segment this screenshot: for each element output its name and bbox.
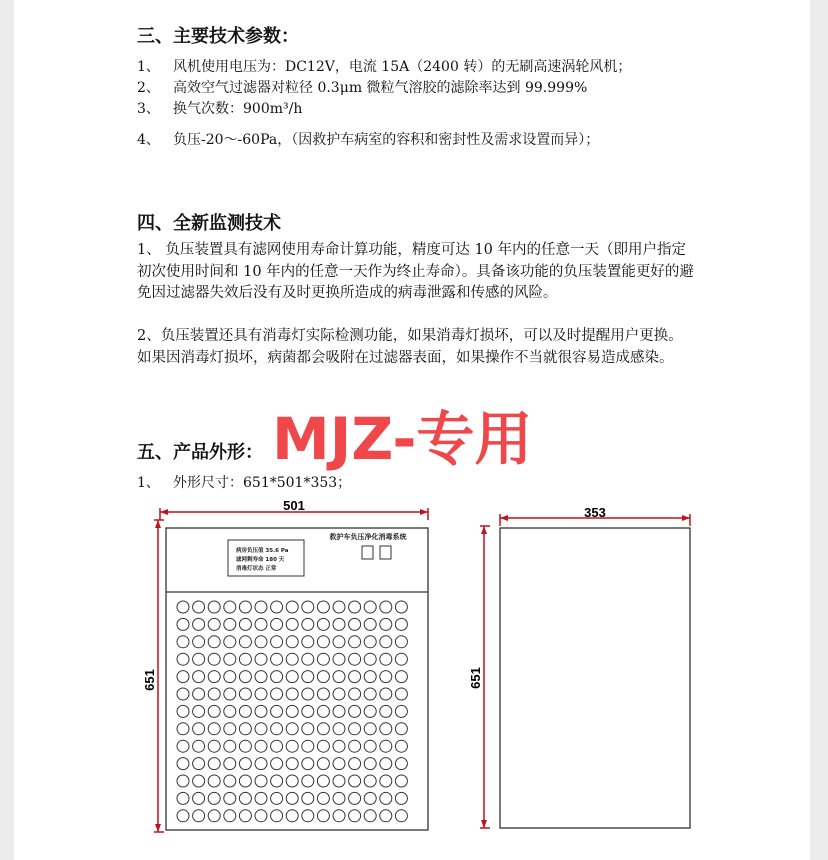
vent-hole [302, 740, 314, 752]
vent-hole [224, 618, 236, 630]
vent-hole [193, 653, 205, 665]
vent-hole [239, 723, 251, 735]
display-line-3: 消毒灯状态 正常 [236, 566, 277, 572]
vent-hole [333, 688, 345, 700]
vent-hole [302, 758, 314, 770]
vent-hole [286, 758, 298, 770]
vent-hole [271, 688, 283, 700]
vent-hole [333, 636, 345, 648]
vent-hole [286, 601, 298, 613]
vent-hole [317, 723, 329, 735]
vent-hole [395, 758, 407, 770]
vent-hole [333, 601, 345, 613]
vent-hole [224, 758, 236, 770]
section4-paragraph-2: 2、负压装置还具有消毒灯实际检测功能，如果消毒灯损坏，可以及时提醒用户更换。如果因消毒灯损坏，病菌都会吸附在过滤器表面，如果操作不当就很容易造成感染。 [137, 328, 683, 366]
vent-hole [177, 601, 189, 613]
vent-hole [395, 775, 407, 787]
vent-hole [302, 775, 314, 787]
vent-hole [255, 740, 267, 752]
vent-hole [255, 758, 267, 770]
item-number: 4、 [137, 132, 160, 148]
vent-hole [380, 601, 392, 613]
vent-hole [224, 810, 236, 822]
vent-hole [271, 601, 283, 613]
vent-hole [193, 618, 205, 630]
vent-hole [395, 688, 407, 700]
vent-hole [255, 653, 267, 665]
vent-hole [349, 758, 361, 770]
vent-hole [349, 618, 361, 630]
vent-hole [224, 601, 236, 613]
vent-hole [349, 740, 361, 752]
vent-hole [286, 705, 298, 717]
vent-hole [193, 740, 205, 752]
vent-hole [395, 601, 407, 613]
vent-hole [317, 636, 329, 648]
vent-hole [177, 653, 189, 665]
vent-hole [193, 601, 205, 613]
vent-hole [255, 705, 267, 717]
vent-hole [380, 775, 392, 787]
vent-hole [208, 758, 220, 770]
vent-hole [271, 653, 283, 665]
vent-hole [239, 636, 251, 648]
vent-hole [177, 758, 189, 770]
side-depth-label: 353 [584, 505, 606, 520]
vent-hole [239, 810, 251, 822]
vent-hole [208, 671, 220, 683]
vent-hole [177, 618, 189, 630]
vent-hole [286, 618, 298, 630]
vent-hole [364, 601, 376, 613]
vent-hole [349, 705, 361, 717]
vent-hole [239, 601, 251, 613]
vent-hole [255, 601, 267, 613]
vent-hole [177, 740, 189, 752]
vent-hole [286, 723, 298, 735]
vent-hole [302, 723, 314, 735]
display-line-2: 滤网剩寿命 180 天 [236, 557, 285, 563]
display-line-1: 病房负压值 35.6 Pa [236, 548, 289, 554]
vent-hole [380, 688, 392, 700]
vent-hole [255, 618, 267, 630]
vent-hole [177, 792, 189, 804]
vent-hole [364, 758, 376, 770]
vent-hole [317, 618, 329, 630]
vent-hole [395, 740, 407, 752]
vent-hole [239, 758, 251, 770]
vent-hole [193, 705, 205, 717]
vent-hole [224, 723, 236, 735]
vent-hole [364, 810, 376, 822]
vent-hole [349, 723, 361, 735]
vent-hole [333, 671, 345, 683]
vent-hole [349, 636, 361, 648]
vent-hole [224, 671, 236, 683]
vent-hole [333, 705, 345, 717]
vent-hole [380, 758, 392, 770]
vent-hole [395, 618, 407, 630]
vent-hole [333, 758, 345, 770]
vent-hole [302, 601, 314, 613]
vent-hole [239, 671, 251, 683]
vent-hole [380, 792, 392, 804]
vent-hole [380, 740, 392, 752]
vent-hole [302, 810, 314, 822]
vent-hole [333, 740, 345, 752]
vent-hole [177, 775, 189, 787]
vent-hole [271, 758, 283, 770]
section4-heading: 四、全新监测技术 [137, 213, 281, 234]
vent-hole [193, 810, 205, 822]
vent-hole [239, 792, 251, 804]
vent-hole [286, 792, 298, 804]
vent-hole [286, 775, 298, 787]
vent-hole [364, 723, 376, 735]
front-height-label: 651 [142, 669, 157, 691]
front-width-label: 501 [283, 498, 305, 513]
vent-hole [380, 723, 392, 735]
vent-hole [255, 636, 267, 648]
vent-hole [224, 705, 236, 717]
vent-hole [224, 740, 236, 752]
vent-hole [380, 671, 392, 683]
item-number: 3、 [137, 101, 160, 117]
vent-hole [239, 740, 251, 752]
vent-hole [224, 775, 236, 787]
vent-hole [286, 636, 298, 648]
vent-hole [208, 810, 220, 822]
vent-hole [395, 810, 407, 822]
vent-hole [380, 636, 392, 648]
vent-hole [302, 792, 314, 804]
vent-hole [333, 653, 345, 665]
vent-hole [364, 792, 376, 804]
vent-hole [333, 792, 345, 804]
vent-hole [193, 775, 205, 787]
vent-hole [286, 653, 298, 665]
vent-hole [271, 775, 283, 787]
vent-hole [193, 723, 205, 735]
section5-heading: 五、产品外形： [137, 442, 263, 463]
vent-hole [193, 688, 205, 700]
vent-hole [286, 688, 298, 700]
vent-hole [317, 705, 329, 717]
vent-hole [364, 705, 376, 717]
vent-hole [302, 671, 314, 683]
watermark-stamp: MJZ-专用 [272, 405, 533, 473]
vent-hole [333, 723, 345, 735]
vent-hole [333, 775, 345, 787]
vent-hole [177, 723, 189, 735]
vent-hole [224, 688, 236, 700]
vent-hole [395, 723, 407, 735]
vent-hole [317, 671, 329, 683]
vent-hole [349, 810, 361, 822]
item-number: 1、 [137, 475, 160, 491]
vent-hole [380, 653, 392, 665]
item-number: 2、 [137, 80, 160, 96]
vent-hole [317, 653, 329, 665]
vent-hole [271, 740, 283, 752]
vent-hole [395, 792, 407, 804]
vent-hole [317, 810, 329, 822]
vent-hole [349, 775, 361, 787]
vent-hole [317, 601, 329, 613]
vent-hole [208, 775, 220, 787]
vent-hole [177, 810, 189, 822]
vent-hole [271, 810, 283, 822]
vent-hole [239, 775, 251, 787]
vent-hole [208, 636, 220, 648]
side-height-label: 651 [468, 667, 483, 689]
vent-hole [286, 740, 298, 752]
vent-hole [255, 688, 267, 700]
vent-hole [177, 688, 189, 700]
vent-hole [302, 688, 314, 700]
vent-hole [271, 671, 283, 683]
vent-hole [193, 671, 205, 683]
vent-hole [255, 671, 267, 683]
vent-hole [349, 601, 361, 613]
vent-hole [208, 723, 220, 735]
item-text: 换气次数：900m³/h [173, 101, 303, 117]
vent-hole [224, 636, 236, 648]
item-text: 外形尺寸：651*501*353； [173, 475, 352, 491]
vent-hole [380, 618, 392, 630]
vent-hole [395, 705, 407, 717]
vent-hole [255, 810, 267, 822]
side-view-outline [500, 528, 690, 828]
vent-hole [302, 636, 314, 648]
vent-hole [239, 688, 251, 700]
vent-hole [302, 653, 314, 665]
vent-hole [271, 705, 283, 717]
vent-hole [193, 758, 205, 770]
vent-hole [317, 758, 329, 770]
vent-hole [224, 792, 236, 804]
vent-hole [395, 636, 407, 648]
vent-hole [364, 688, 376, 700]
vent-hole [364, 775, 376, 787]
item-text: 风机使用电压为：DC12V，电流 15A（2400 转）的无刷高速涡轮风机； [173, 59, 632, 75]
vent-hole [208, 653, 220, 665]
vent-hole [208, 688, 220, 700]
vent-hole [271, 723, 283, 735]
vent-hole [333, 810, 345, 822]
indicator-button-2 [380, 546, 391, 559]
vent-hole [380, 810, 392, 822]
vent-hole [317, 775, 329, 787]
vent-hole [364, 740, 376, 752]
vent-hole [255, 775, 267, 787]
section4-paragraph-1: 1、 负压装置具有滤网使用寿命计算功能，精度可达 10 年内的任意一天（即用户指定初次使用时间和 10 年内的任意一天作为终止寿命）。具备该功能的负压装置能更好的避免因过滤器失效后没有及时更换所造成的病毒泄露和传感的风险。 [137, 242, 694, 301]
vent-hole [224, 653, 236, 665]
vent-hole [395, 671, 407, 683]
vent-hole [208, 792, 220, 804]
vent-hole [364, 671, 376, 683]
vent-hole [302, 705, 314, 717]
item-text: 高效空气过滤器对粒径 0.3μm 微粒气溶胶的滤除率达到 99.999% [173, 80, 588, 96]
vent-hole [333, 618, 345, 630]
vent-hole [364, 636, 376, 648]
vent-hole [255, 723, 267, 735]
vent-hole [395, 653, 407, 665]
vent-hole [271, 792, 283, 804]
vent-hole [193, 792, 205, 804]
vent-hole [239, 653, 251, 665]
vent-hole [208, 601, 220, 613]
indicator-button-1 [362, 546, 373, 559]
panel-title: 救护车负压净化消毒系统 [329, 533, 407, 541]
section3-heading: 三、主要技术参数： [137, 26, 299, 47]
vent-hole [255, 792, 267, 804]
vent-hole [208, 705, 220, 717]
vent-hole [349, 671, 361, 683]
vent-hole [349, 688, 361, 700]
vent-hole [286, 671, 298, 683]
vent-hole [239, 618, 251, 630]
vent-hole [239, 705, 251, 717]
vent-hole [364, 618, 376, 630]
vent-hole [208, 740, 220, 752]
vent-hole [271, 618, 283, 630]
vent-hole [317, 792, 329, 804]
item-number: 1、 [137, 59, 160, 75]
vent-hole [302, 618, 314, 630]
vent-hole [208, 618, 220, 630]
vent-hole [177, 636, 189, 648]
vent-hole [317, 688, 329, 700]
vent-hole [177, 671, 189, 683]
vent-hole [364, 653, 376, 665]
vent-hole [380, 705, 392, 717]
vent-hole [193, 636, 205, 648]
vent-hole [177, 705, 189, 717]
vent-hole [286, 810, 298, 822]
vent-hole [349, 792, 361, 804]
vent-hole [271, 636, 283, 648]
vent-hole [317, 740, 329, 752]
vent-hole [349, 653, 361, 665]
item-text: 负压-20～-60Pa，（因救护车病室的容积和密封性及需求设置而异）； [173, 132, 600, 148]
